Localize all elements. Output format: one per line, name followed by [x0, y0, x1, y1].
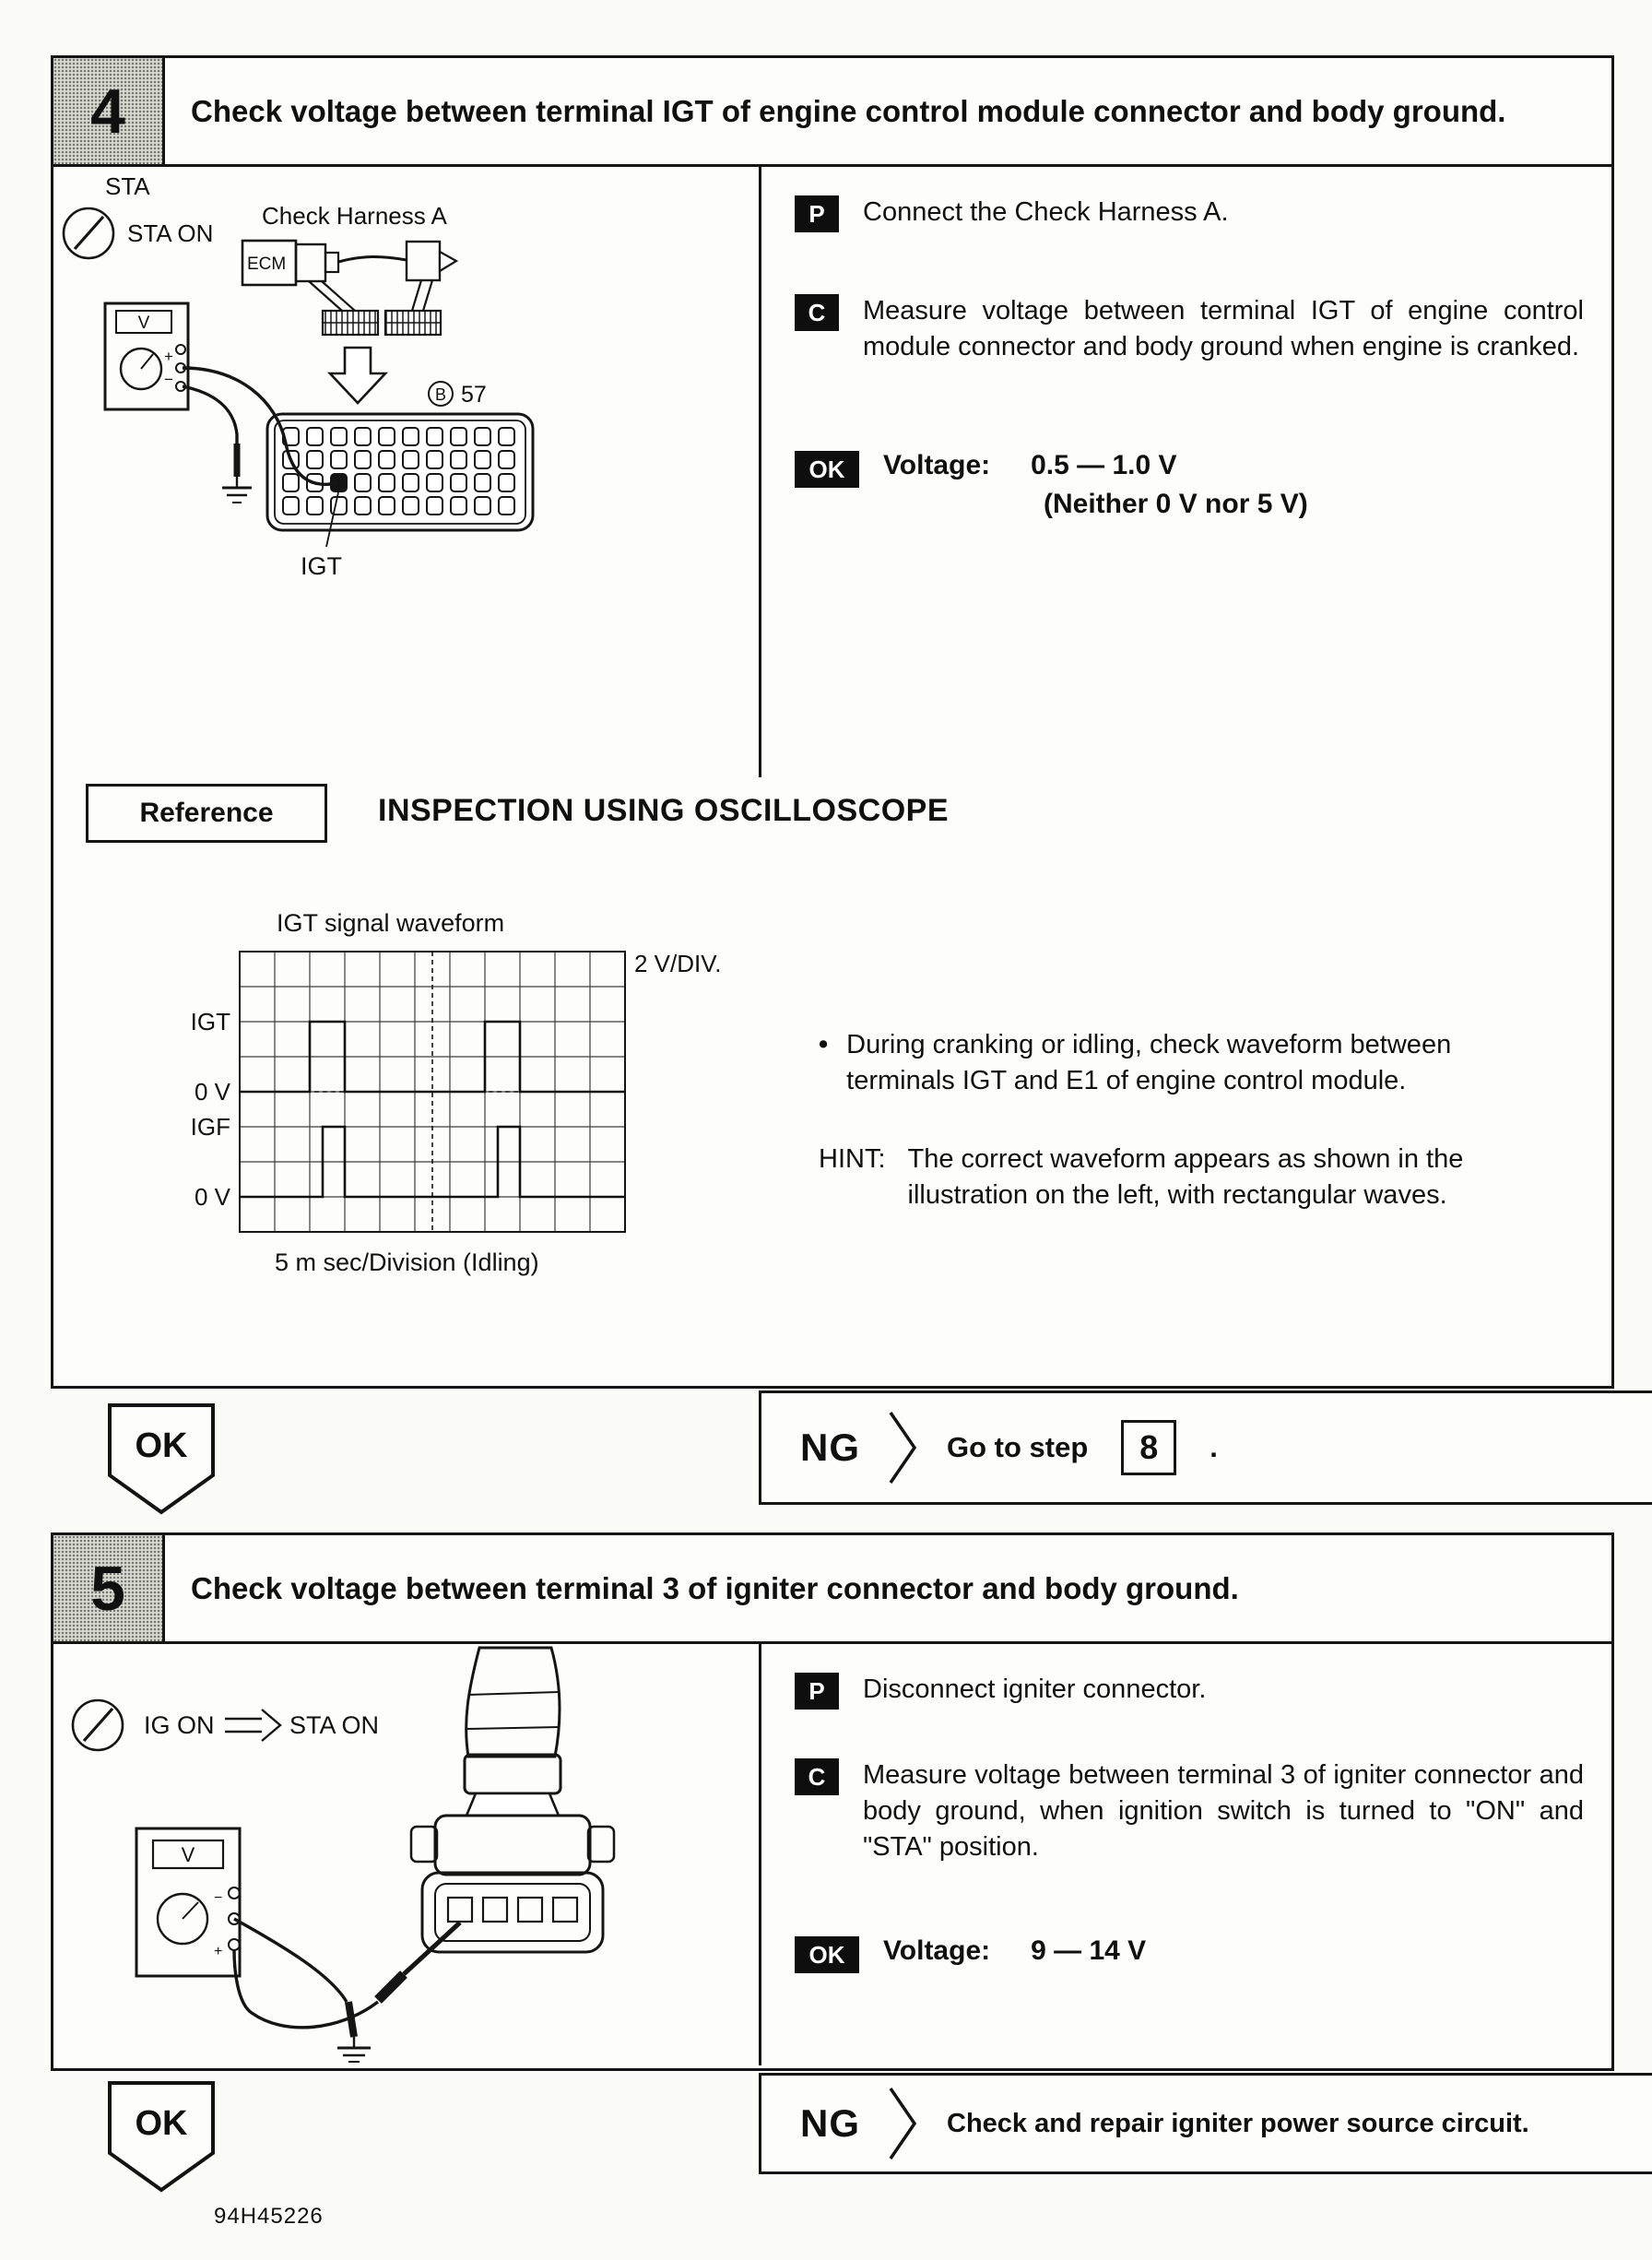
voltage-label: Voltage: [883, 1935, 991, 1967]
svg-text:+: + [164, 348, 173, 365]
ng-suffix: . [1210, 1431, 1218, 1463]
instruction-prepare [795, 195, 1584, 232]
step-4-number: 4 [53, 58, 165, 164]
instruction-check [795, 1757, 1584, 1865]
svg-text:+: + [214, 1944, 223, 1959]
step-5-instructions [761, 1644, 1611, 2065]
svg-text:−: − [214, 1890, 223, 1906]
step-5-diagram-art [53, 1644, 756, 2063]
ecm-harness-icon [242, 241, 456, 335]
ig-on-label: IG ON [144, 1711, 215, 1739]
sta-label: STA [105, 172, 150, 200]
voltmeter-icon [136, 1828, 240, 1976]
step-5-ok-flag [106, 2079, 217, 2194]
step-4-diagram-art [53, 167, 756, 775]
ecm-label: ECM [247, 254, 287, 274]
check-tag: C [795, 1758, 839, 1795]
step-4-section [51, 55, 1614, 1389]
check-text: Measure voltage between terminal 3 of igniter connector and body ground, when ignition switch is turned to "ON" and "STA" position. [863, 1760, 1584, 1863]
ground-icon [222, 477, 252, 503]
trace1-label: IGT [190, 1008, 230, 1035]
ng-chevron-icon [888, 2085, 919, 2162]
harness-label: Check Harness A [262, 202, 447, 230]
prepare-tag: P [795, 1673, 839, 1710]
down-arrow-icon [330, 348, 385, 403]
instruction-check [795, 293, 1584, 365]
prepare-text: Connect the Check Harness A. [863, 197, 1229, 227]
step-4-body [53, 167, 1611, 777]
ok-tag: OK [795, 451, 859, 488]
igniter-connector-icon [411, 1648, 614, 1952]
step-4-instructions [761, 167, 1611, 777]
reference-label: Reference [86, 784, 327, 843]
connector-id [429, 382, 487, 408]
voltage-value: 0.5 — 1.0 V [1031, 450, 1177, 481]
instruction-ok-spec [795, 450, 1584, 520]
implies-arrow-icon [225, 1710, 280, 1741]
step-4-ok-flag [106, 1402, 217, 1516]
trace1-zero-label: 0 V [194, 1078, 230, 1106]
oscilloscope-art [138, 909, 784, 1287]
connector-number: 57 [461, 382, 487, 408]
ng-label: NG [800, 2101, 860, 2145]
step-5-header [53, 1535, 1611, 1644]
ok-tag: OK [795, 1936, 859, 1973]
sta-on-label: STA ON [289, 1711, 380, 1739]
step-5-body [53, 1644, 1611, 2065]
step-4-header [53, 58, 1611, 167]
hint-text: The correct waveform appears as shown in the illustration on the left, with rectangular waves. [907, 1144, 1464, 1211]
instruction-ok-spec [795, 1935, 1584, 1973]
scope-title: IGT signal waveform [277, 909, 505, 937]
ok-spec [883, 450, 1308, 520]
step-5-section [51, 1532, 1614, 2071]
probe-wires [234, 1919, 460, 2037]
ignition-key-icon [73, 1700, 123, 1750]
svg-text:−: − [164, 371, 173, 388]
voltage-label: Voltage: [883, 450, 991, 481]
trace2-zero-label: 0 V [194, 1183, 230, 1211]
connector-letter: B [434, 385, 447, 404]
step-4-title: Check voltage between terminal IGT of engine control module connector and body ground. [191, 93, 1506, 128]
igt-terminal-label: IGT [301, 552, 342, 580]
trace2-label: IGF [190, 1113, 230, 1141]
reference-section [53, 780, 1611, 1386]
voltage-value: 9 — 14 V [1031, 1935, 1147, 1967]
step-5-ng-result [759, 2073, 1652, 2174]
step-5-number: 5 [53, 1535, 165, 1641]
oscilloscope-figure [138, 909, 784, 1287]
reference-hint [819, 1142, 1648, 1213]
prepare-text: Disconnect igniter connector. [863, 1674, 1207, 1704]
reference-text [819, 1027, 1648, 1214]
reference-bullet-text: During cranking or idling, check waveform between terminals IGT and E1 of engine control module. [846, 1030, 1452, 1096]
bullet-icon: • [819, 1030, 829, 1059]
timebase-label: 5 m sec/Division (Idling) [275, 1248, 539, 1276]
step-4-ng-result [759, 1390, 1652, 1505]
ok-spec [883, 1935, 1146, 1967]
check-text: Measure voltage between terminal IGT of engine control module connector and body ground when engine is cranked. [863, 296, 1584, 362]
voltage-note: (Neither 0 V nor 5 V) [1044, 489, 1308, 520]
voltmeter-display: V [137, 314, 150, 333]
ecm-connector-pinout [267, 414, 533, 530]
ng-action-text: Check and repair igniter power source circuit. [947, 2108, 1529, 2138]
volts-per-div-label: 2 V/DIV. [634, 950, 722, 977]
step-5-diagram [53, 1644, 761, 2065]
sta-on-label: STA ON [127, 219, 214, 247]
ok-flag-label: OK [135, 2104, 188, 2143]
hint-label: HINT: [819, 1144, 886, 1175]
reference-title: INSPECTION USING OSCILLOSCOPE [378, 793, 950, 828]
voltmeter-display: V [181, 1843, 195, 1866]
ok-flag-label: OK [135, 1426, 188, 1465]
reference-bullet-item [819, 1027, 1648, 1099]
voltmeter-icon [105, 303, 188, 409]
ground-icon [337, 2037, 371, 2062]
instruction-prepare [795, 1672, 1584, 1710]
ng-action-text: Go to step [947, 1431, 1089, 1463]
step-5-title: Check voltage between terminal 3 of igniter connector and body ground. [191, 1570, 1239, 1605]
step-4-diagram [53, 167, 761, 777]
ng-step-reference: 8 [1121, 1420, 1176, 1475]
ng-label: NG [800, 1426, 860, 1469]
check-tag: C [795, 294, 839, 331]
ignition-key-icon [64, 208, 113, 258]
page-footer-code: 94H45226 [214, 2204, 324, 2229]
prepare-tag: P [795, 195, 839, 232]
ng-chevron-icon [888, 1409, 919, 1486]
